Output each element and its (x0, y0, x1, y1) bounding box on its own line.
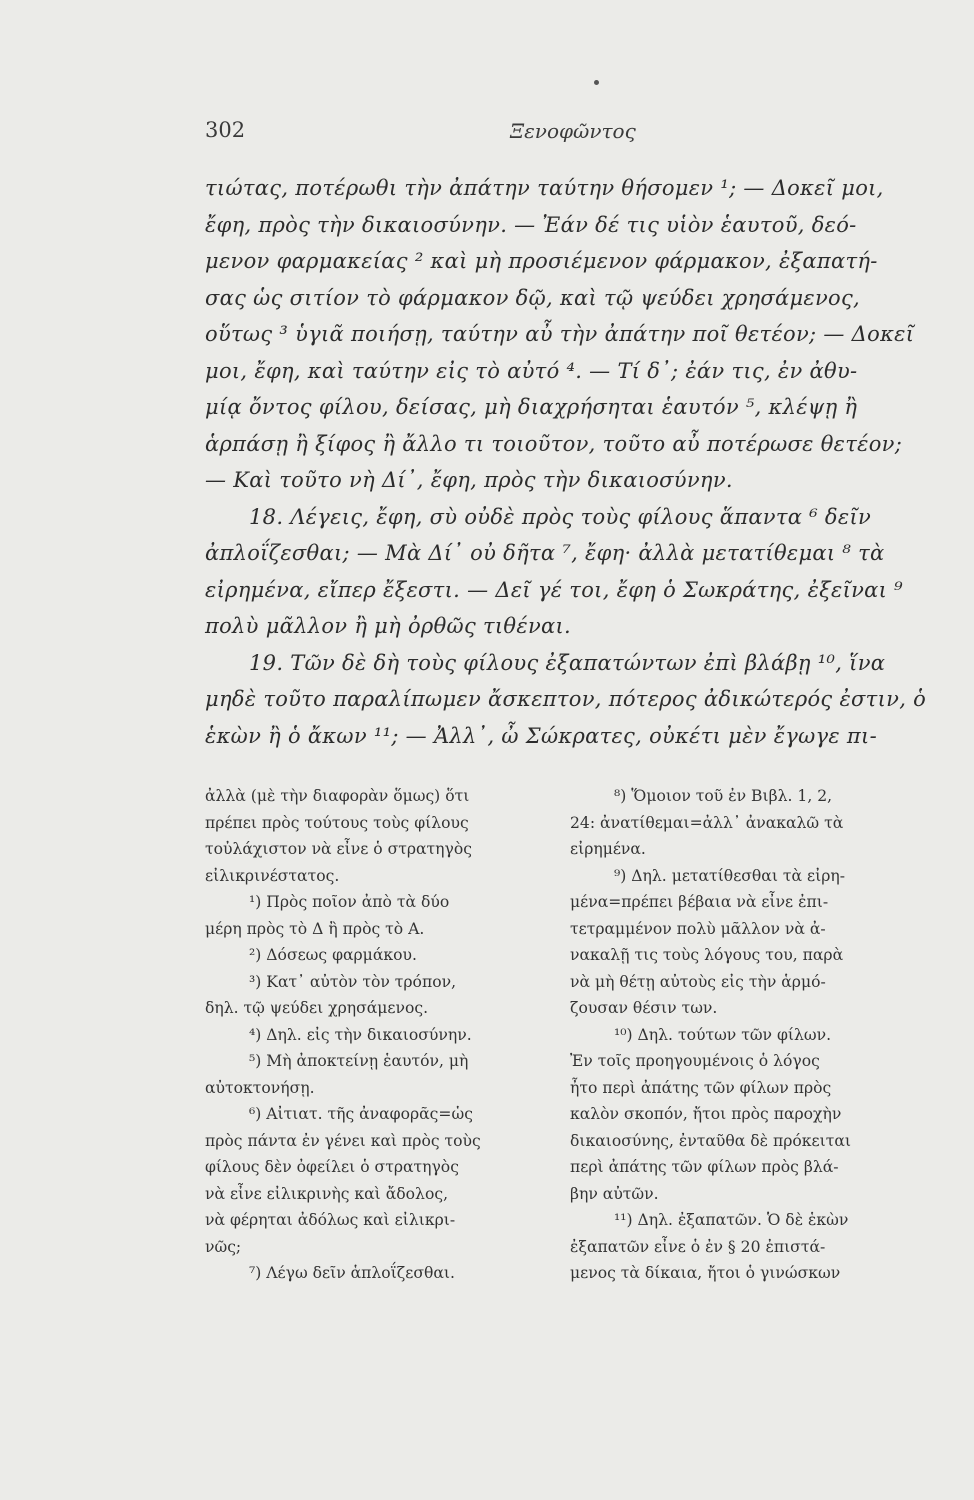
footnote-9: ⁹) Δηλ. μετατίθεσθαι τὰ εἰρη- (614, 866, 845, 885)
footnote-4: ⁴) Δηλ. εἰς τὴν δικαιοσύνην. (249, 1025, 472, 1044)
footnote-line: βην αὐτῶν. (570, 1184, 659, 1203)
footnote-line: μενος τὰ δίκαια, ἤτοι ὁ γινώσκων (570, 1264, 841, 1282)
footnote-line: ἐξαπατῶν εἶνε ὁ ἐν § 20 ἐπιστά- (570, 1237, 826, 1256)
footnote-line: νακαλῇ τις τοὺς λόγους του, παρὰ (570, 946, 844, 964)
text-line: τιώτας, ποτέρωθι τὴν ἀπάτην ταύτην θήσομεν ¹; — Δοκεῖ μοι, (205, 176, 884, 200)
footnote-line: νῶς; (205, 1237, 242, 1256)
section-19-line: 19. Τῶν δὲ δὴ τοὺς φίλους ἐξαπατώντων ἐπὶ βλάβῃ ¹⁰, ἵνα (249, 650, 886, 675)
text-line: ἔφη, πρὸς τὴν δικαιοσύνην. — Ἐάν δέ τις υἱὸν ἑαυτοῦ, δεό- (205, 212, 857, 237)
footnote-line: μέρη πρὸς τὸ Δ ἢ πρὸς τὸ Α. (205, 919, 425, 938)
footnote-line: ἦτο περὶ ἀπάτης τῶν φίλων πρὸς (570, 1078, 832, 1097)
text-line: μοι, ἔφη, καὶ ταύτην εἰς τὸ αὐτό ⁴. — Τί δ᾽; ἐάν τις, ἐν ἀθυ- (205, 358, 858, 383)
main-text (205, 170, 925, 754)
footnote-line: πρὸς πάντα ἐν γένει καὶ πρὸς τοὺς (205, 1131, 481, 1150)
text-line: ἁρπάσῃ ἢ ξίφος ἢ ἄλλο τι τοιοῦτον, τοῦτο αὖ ποτέρωσε θετέον; (205, 431, 903, 456)
footnote-8: ⁸) Ὅμοιον τοῦ ἐν Βιβλ. 1, 2, (614, 787, 833, 805)
footnote-line: νὰ εἶνε εἰλικρινὴς καὶ ἄδολος, (205, 1184, 449, 1203)
text-line: — Καὶ τοῦτο νὴ Δί᾽, ἔφη, πρὸς τὴν δικαιοσύνην. (205, 468, 733, 492)
footnote-line: 24: ἀνατίθεμαι=ἀλλ᾽ ἀνακαλῶ τὰ (570, 813, 844, 832)
footnote-line: καλὸν σκοπόν, ἤτοι πρὸς παροχὴν (570, 1105, 842, 1123)
text-line: μενον φαρμακείας ² καὶ μὴ προσιέμενον φάρμακον, ἐξαπατή- (205, 249, 878, 273)
footnote-line: δηλ. τῷ ψεύδει χρησάμενος. (205, 999, 429, 1017)
footnote-11: ¹¹) Δηλ. ἐξαπατῶν. Ὁ δὲ ἑκὼν (614, 1211, 849, 1229)
footnote-2: ²) Δόσεως φαρμάκου. (249, 946, 417, 964)
footnote-7: ⁷) Λέγω δεῖν ἁπλοΐζεσθαι. (249, 1264, 455, 1282)
footnote-line: ἀλλὰ (μὲ τὴν διαφορὰν ὅμως) ὅτι (205, 787, 470, 805)
footnote-line: εἰρημένα. (570, 840, 646, 858)
footnote-6: ⁶) Αἰτιατ. τῆς ἀναφορᾶς=ὡς (249, 1105, 473, 1123)
footnote-line: περὶ ἀπάτης τῶν φίλων πρὸς βλά- (570, 1158, 839, 1176)
ink-dot (594, 80, 599, 85)
footnote-10: ¹⁰) Δηλ. τούτων τῶν φίλων. (614, 1025, 832, 1044)
footnote-5: ⁵) Μὴ ἀποκτείνῃ ἑαυτόν, μὴ (249, 1052, 469, 1070)
text-line: ἀπλοΐζεσθαι; — Μὰ Δί᾽ οὐ δῆτα ⁷, ἔφη· ἀλλὰ μετατίθεμαι ⁸ τὰ (205, 541, 885, 565)
text-line: εἰρημένα, εἴπερ ἔξεστι. — Δεῖ γέ τοι, ἔφη ὁ Σωκράτης, ἐξεῖναι ⁹ (205, 577, 903, 602)
footnote-line: εἰλικρινέστατος. (205, 866, 340, 885)
footnote-line: νὰ φέρηται ἀδόλως καὶ εἰλικρι- (205, 1211, 456, 1229)
footnote-line: τετραμμένον πολὺ μᾶλλον νὰ ἀ- (570, 919, 826, 938)
text-line: ἑκὼν ἢ ὁ ἄκων ¹¹; — Ἀλλ᾽, ὦ Σώκρατες, οὐκέτι μὲν ἔγωγε πι- (205, 723, 877, 748)
footnote-line: ζουσαν θέσιν των. (570, 999, 718, 1017)
text-line: πολὺ μᾶλλον ἢ μὴ ὀρθῶς τιθέναι. (205, 614, 572, 638)
footnotes-right-column (570, 783, 910, 1287)
page-number: 302 (205, 118, 246, 142)
footnote-line: τοὐλάχιστον νὰ εἶνε ὁ στρατηγὸς (205, 840, 472, 858)
footnote-3: ³) Κατ᾽ αὐτὸν τὸν τρόπον, (249, 972, 457, 991)
footnote-1: ¹) Πρὸς ποῖον ἀπὸ τὰ δύο (249, 893, 450, 911)
footnote-line: νὰ μὴ θέτῃ αὐτοὺς εἰς τὴν ἁρμό- (570, 972, 826, 991)
footnote-line: φίλους δὲν ὀφείλει ὁ στρατηγὸς (205, 1158, 459, 1176)
footnotes-left-column (205, 783, 545, 1287)
footnote-line: μένα=πρέπει βέβαια νὰ εἶνε ἐπι- (570, 893, 829, 911)
text-line: μηδὲ τοῦτο παραλίπωμεν ἄσκεπτον, πότερος ἀδικώτερός ἐστιν, ὁ (205, 687, 927, 711)
text-line: σας ὡς σιτίον τὸ φάρμακον δῷ, καὶ τῷ ψεύδει χρησάμενος, (205, 285, 861, 310)
section-18-line: 18. Λέγεις, ἔφη, σὺ οὐδὲ πρὸς τοὺς φίλους ἅπαντα ⁶ δεῖν (249, 504, 872, 529)
text-line: οὕτως ³ ὑγιᾶ ποιήσῃ, ταύτην αὖ τὴν ἀπάτην ποῖ θετέον; — Δοκεῖ (205, 322, 915, 346)
footnote-line: δικαιοσύνης, ἐνταῦθα δὲ πρόκειται (570, 1131, 851, 1150)
footnote-line: αὐτοκτονήσῃ. (205, 1078, 315, 1097)
text-line: μίᾳ ὄντος φίλου, δείσας, μὴ διαχρήσηται ἑαυτόν ⁵, κλέψῃ ἢ (205, 395, 858, 419)
running-head: Ξενοφῶντος (510, 119, 636, 143)
footnote-line: πρέπει πρὸς τούτους τοὺς φίλους (205, 813, 469, 832)
footnote-line: Ἐν τοῖς προηγουμένοις ὁ λόγος (570, 1052, 820, 1070)
